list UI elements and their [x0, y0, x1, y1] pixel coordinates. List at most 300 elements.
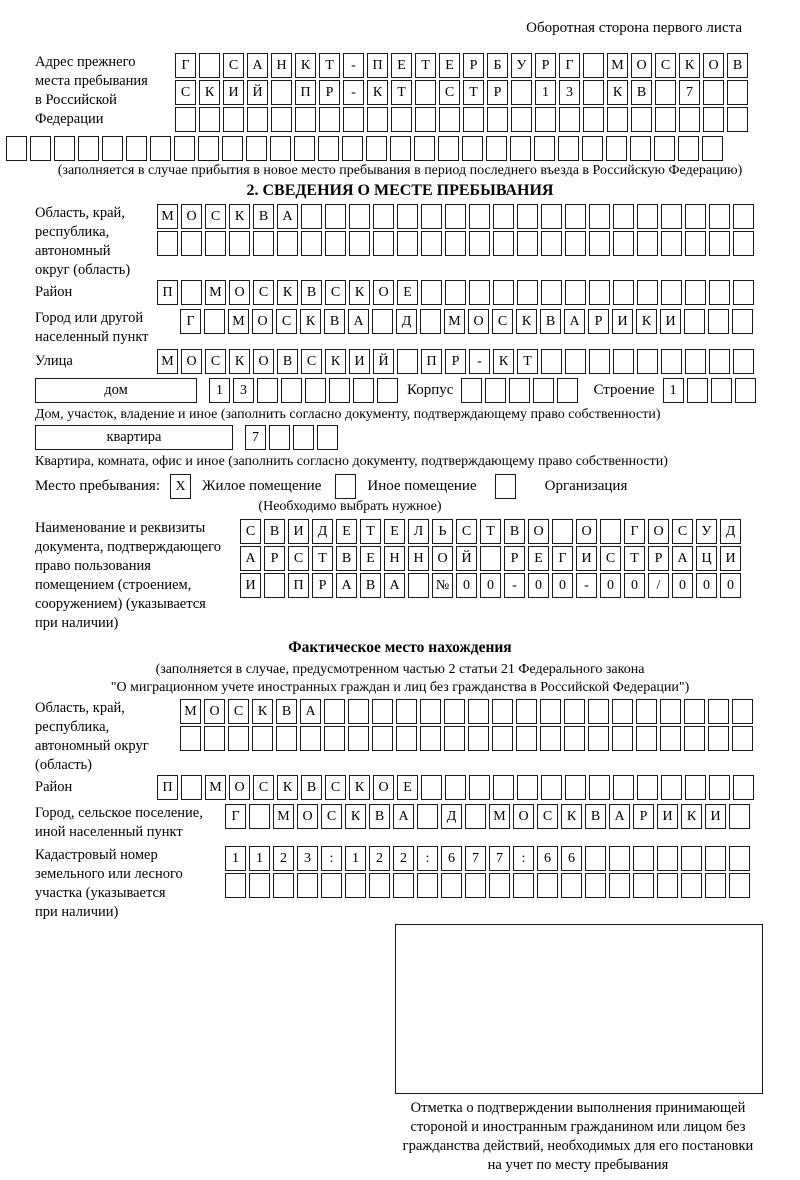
char-box: 0 — [480, 573, 501, 598]
char-box: В — [253, 204, 274, 229]
document-label — [35, 519, 240, 633]
label-line: при наличии) — [35, 615, 119, 631]
char-box — [420, 309, 441, 334]
char-box — [353, 378, 374, 403]
actual-location-note — [0, 661, 800, 697]
char-box — [246, 136, 267, 161]
char-box — [271, 107, 292, 132]
char-box — [462, 136, 483, 161]
label-line: при наличии) — [35, 904, 119, 920]
char-box — [417, 804, 438, 829]
char-box: О — [252, 309, 273, 334]
stay-type-note: (Необходимо выбрать нужное) — [258, 499, 442, 514]
prev-address-row-3 — [175, 107, 751, 132]
label-line: стороной и иностранным гражданином или лицом без — [410, 1119, 746, 1135]
char-box — [301, 231, 322, 256]
actual-region-label — [35, 699, 180, 775]
char-box: Е — [439, 53, 460, 78]
char-box — [325, 231, 346, 256]
char-box — [421, 204, 442, 229]
char-box: 2 — [369, 846, 390, 871]
char-box — [735, 378, 756, 403]
char-box — [223, 107, 244, 132]
char-box: К — [277, 280, 298, 305]
char-box — [372, 726, 393, 751]
char-box: Р — [535, 53, 556, 78]
char-box: И — [720, 546, 741, 571]
char-box: М — [157, 204, 178, 229]
char-box — [204, 309, 225, 334]
char-box: С — [325, 280, 346, 305]
char-box: П — [295, 80, 316, 105]
prev-address-overflow-row — [6, 136, 800, 161]
char-box — [396, 699, 417, 724]
char-box — [661, 349, 682, 374]
char-box — [445, 280, 466, 305]
char-box: В — [360, 573, 381, 598]
char-box — [637, 231, 658, 256]
char-box — [489, 873, 510, 898]
char-box — [732, 699, 753, 724]
char-box — [565, 775, 586, 800]
char-box: К — [277, 775, 298, 800]
char-box — [711, 378, 732, 403]
house-number-row — [209, 378, 401, 403]
stamp-note — [372, 1099, 784, 1175]
char-box: 1 — [663, 378, 684, 403]
char-box — [126, 136, 147, 161]
char-box: 0 — [624, 573, 645, 598]
street-block — [35, 349, 800, 376]
char-box — [377, 378, 398, 403]
char-box — [685, 231, 706, 256]
char-box — [534, 136, 555, 161]
char-box: 7 — [489, 846, 510, 871]
stay-type-label: Место пребывания: — [35, 478, 160, 494]
char-box — [660, 726, 681, 751]
char-box — [557, 378, 578, 403]
char-box — [685, 775, 706, 800]
char-box — [487, 107, 508, 132]
char-box: М — [607, 53, 628, 78]
char-box: В — [504, 519, 525, 544]
char-box: О — [432, 546, 453, 571]
char-box: Е — [336, 519, 357, 544]
korpus-row — [461, 378, 581, 403]
char-box — [589, 280, 610, 305]
label-line: автономный — [35, 243, 111, 259]
char-box: С — [672, 519, 693, 544]
char-box — [729, 804, 750, 829]
char-box: С — [205, 204, 226, 229]
char-box: 3 — [297, 846, 318, 871]
label-line: Наименование и реквизиты — [35, 520, 206, 536]
char-box: А — [240, 546, 261, 571]
char-box — [421, 775, 442, 800]
char-box: Т — [415, 53, 436, 78]
char-box — [297, 873, 318, 898]
cadastral-rows — [225, 846, 753, 900]
char-box: - — [469, 349, 490, 374]
char-box — [637, 204, 658, 229]
char-box: Е — [397, 775, 418, 800]
char-box: А — [277, 204, 298, 229]
char-box — [486, 136, 507, 161]
char-box — [637, 280, 658, 305]
district-label: Район — [35, 284, 73, 300]
char-box: 1 — [345, 846, 366, 871]
char-box: Г — [175, 53, 196, 78]
char-box — [369, 873, 390, 898]
char-box: М — [157, 349, 178, 374]
char-box: К — [229, 349, 250, 374]
char-box — [655, 80, 676, 105]
char-box — [540, 726, 561, 751]
char-box: Б — [487, 53, 508, 78]
char-box — [709, 775, 730, 800]
char-box — [463, 107, 484, 132]
char-box: Й — [373, 349, 394, 374]
char-box — [564, 699, 585, 724]
char-box — [276, 726, 297, 751]
char-box — [588, 726, 609, 751]
char-box — [273, 873, 294, 898]
char-box — [517, 775, 538, 800]
char-box — [348, 699, 369, 724]
stroenie-row — [663, 378, 759, 403]
char-box — [588, 699, 609, 724]
prev-address-note: (заполняется в случае прибытия в новое место пребывания в период последнего въезда в Российскую Федерацию) — [57, 163, 743, 178]
char-box: - — [343, 80, 364, 105]
char-box — [270, 136, 291, 161]
actual-region-row-1 — [180, 699, 756, 724]
street-label: Улица — [35, 353, 73, 369]
char-box: К — [349, 280, 370, 305]
char-box — [705, 873, 726, 898]
char-box — [636, 726, 657, 751]
char-box: 7 — [465, 846, 486, 871]
char-box — [727, 107, 748, 132]
char-box: С — [253, 280, 274, 305]
char-box: О — [576, 519, 597, 544]
char-box — [708, 726, 729, 751]
char-box: Г — [180, 309, 201, 334]
char-box: П — [367, 53, 388, 78]
char-box: Т — [312, 546, 333, 571]
char-box — [565, 204, 586, 229]
char-box — [709, 204, 730, 229]
checkbox-organization — [495, 474, 516, 499]
char-box: Р — [633, 804, 654, 829]
char-box: О — [229, 775, 250, 800]
char-box: П — [288, 573, 309, 598]
char-box — [305, 378, 326, 403]
char-box: С — [276, 309, 297, 334]
char-box: И — [223, 80, 244, 105]
char-box — [516, 726, 537, 751]
char-box — [684, 726, 705, 751]
char-box: Й — [247, 80, 268, 105]
char-box: М — [228, 309, 249, 334]
char-box — [205, 231, 226, 256]
district-row — [157, 280, 757, 305]
char-box — [102, 136, 123, 161]
char-box — [420, 726, 441, 751]
char-box: 0 — [528, 573, 549, 598]
char-box — [174, 136, 195, 161]
char-box — [540, 699, 561, 724]
label-line: (область) — [35, 757, 92, 773]
city-label — [35, 309, 180, 347]
label-line: на учет по месту пребывания — [487, 1157, 669, 1173]
char-box: С — [253, 775, 274, 800]
char-box — [517, 231, 538, 256]
char-box: О — [648, 519, 669, 544]
char-box — [408, 573, 429, 598]
char-box: Р — [463, 53, 484, 78]
char-box: Г — [559, 53, 580, 78]
actual-region-row-2 — [180, 726, 756, 751]
char-box — [633, 873, 654, 898]
char-box — [541, 775, 562, 800]
char-box — [613, 231, 634, 256]
house-note: Дом, участок, владение и иное (заполнить согласно документу, подтверждающему право собственности) — [35, 407, 661, 422]
prev-address-row-2 — [175, 80, 751, 105]
document-row-3 — [240, 573, 744, 598]
char-box: С — [439, 80, 460, 105]
label-line: округ (область) — [35, 262, 131, 278]
char-box — [613, 280, 634, 305]
char-box: О — [631, 53, 652, 78]
char-box — [600, 519, 621, 544]
char-box — [582, 136, 603, 161]
char-box — [681, 846, 702, 871]
char-box — [565, 231, 586, 256]
apartment-row — [245, 425, 341, 450]
label-line: иной населенный пункт — [35, 824, 183, 840]
char-box — [705, 846, 726, 871]
char-box — [685, 204, 706, 229]
char-box: Р — [445, 349, 466, 374]
char-box — [516, 699, 537, 724]
char-box — [657, 846, 678, 871]
char-box — [655, 107, 676, 132]
char-box: Т — [624, 546, 645, 571]
char-box — [257, 378, 278, 403]
char-box — [222, 136, 243, 161]
char-box — [397, 231, 418, 256]
char-box — [468, 699, 489, 724]
actual-district-label: Район — [35, 779, 73, 795]
char-box: Т — [480, 519, 501, 544]
char-box: И — [349, 349, 370, 374]
char-box — [54, 136, 75, 161]
char-box: О — [181, 204, 202, 229]
char-box — [445, 204, 466, 229]
char-box — [264, 573, 285, 598]
label-line: населенный пункт — [35, 329, 149, 345]
char-box — [612, 726, 633, 751]
char-box: В — [631, 80, 652, 105]
char-box — [732, 309, 753, 334]
char-box — [228, 726, 249, 751]
char-box — [613, 204, 634, 229]
char-box — [397, 349, 418, 374]
region-row-1 — [157, 204, 757, 229]
actual-city-label — [35, 804, 225, 842]
char-box — [679, 107, 700, 132]
char-box: О — [373, 280, 394, 305]
char-box — [537, 873, 558, 898]
char-box: А — [336, 573, 357, 598]
apartment-block — [35, 425, 800, 452]
char-box — [391, 107, 412, 132]
char-box — [469, 204, 490, 229]
char-box — [709, 231, 730, 256]
char-box — [349, 231, 370, 256]
char-box: К — [229, 204, 250, 229]
label-line: право пользования — [35, 558, 151, 574]
label-line: документа, подтверждающего — [35, 539, 221, 555]
char-box — [661, 231, 682, 256]
char-box: И — [576, 546, 597, 571]
char-box — [654, 136, 675, 161]
apartment-type-box: квартира — [35, 425, 233, 450]
region-label — [35, 204, 157, 280]
apartment-note: Квартира, комната, офис и иное (заполнить согласно документу, подтверждающему право собственности) — [35, 454, 668, 469]
char-box: М — [205, 280, 226, 305]
char-box: К — [295, 53, 316, 78]
char-box — [585, 846, 606, 871]
char-box — [493, 280, 514, 305]
char-box — [175, 107, 196, 132]
char-box — [150, 136, 171, 161]
option-residential-label: Жилое помещение — [202, 478, 322, 494]
char-box — [630, 136, 651, 161]
label-line: республика, — [35, 719, 110, 735]
char-box — [684, 699, 705, 724]
char-box — [631, 107, 652, 132]
char-box: О — [181, 349, 202, 374]
char-box: И — [612, 309, 633, 334]
label-line: Город или другой — [35, 310, 144, 326]
char-box — [281, 378, 302, 403]
char-box: А — [384, 573, 405, 598]
prev-address-label — [35, 53, 175, 129]
char-box — [583, 80, 604, 105]
char-box — [348, 726, 369, 751]
label-line: Отметка о подтверждении выполнения принимающей — [410, 1100, 746, 1116]
char-box: 7 — [679, 80, 700, 105]
char-box — [225, 873, 246, 898]
char-box: Е — [391, 53, 412, 78]
char-box — [445, 775, 466, 800]
char-box: П — [157, 280, 178, 305]
char-box: К — [493, 349, 514, 374]
corner-note: Оборотная сторона первого листа — [526, 20, 742, 36]
char-box — [181, 280, 202, 305]
char-box — [317, 425, 338, 450]
char-box: Д — [441, 804, 462, 829]
char-box: 3 — [559, 80, 580, 105]
char-box — [180, 726, 201, 751]
char-box: К — [561, 804, 582, 829]
char-box: В — [727, 53, 748, 78]
label-line: республика, — [35, 224, 110, 240]
char-box: И — [705, 804, 726, 829]
char-box — [253, 231, 274, 256]
char-box — [541, 204, 562, 229]
char-box — [613, 349, 634, 374]
char-box — [485, 378, 506, 403]
label-line: участка (указывается — [35, 885, 166, 901]
char-box: Е — [528, 546, 549, 571]
char-box — [517, 280, 538, 305]
char-box: Д — [720, 519, 741, 544]
char-box: У — [696, 519, 717, 544]
char-box: П — [157, 775, 178, 800]
char-box: Н — [408, 546, 429, 571]
char-box — [420, 699, 441, 724]
street-row — [157, 349, 757, 374]
char-box — [583, 107, 604, 132]
char-box: 0 — [600, 573, 621, 598]
char-box — [30, 136, 51, 161]
char-box: С — [600, 546, 621, 571]
char-box: К — [679, 53, 700, 78]
char-box: Д — [396, 309, 417, 334]
label-line: "О миграционном учете иностранных граждан и лиц без гражданства в Российской Федерации") — [110, 680, 690, 695]
char-box — [372, 309, 393, 334]
char-box — [559, 107, 580, 132]
char-box: Й — [456, 546, 477, 571]
char-box — [461, 378, 482, 403]
label-line: Федерации — [35, 111, 104, 127]
char-box: 6 — [537, 846, 558, 871]
actual-city-block — [35, 804, 800, 842]
char-box: А — [247, 53, 268, 78]
char-box — [249, 873, 270, 898]
char-box — [415, 107, 436, 132]
char-box: Е — [384, 519, 405, 544]
char-box: У — [511, 53, 532, 78]
char-box: Р — [312, 573, 333, 598]
char-box: С — [223, 53, 244, 78]
char-box — [465, 804, 486, 829]
char-box: С — [321, 804, 342, 829]
char-box — [661, 204, 682, 229]
region-block — [35, 204, 800, 280]
char-box — [343, 107, 364, 132]
char-box — [373, 204, 394, 229]
char-box — [685, 280, 706, 305]
char-box — [465, 873, 486, 898]
char-box: Р — [588, 309, 609, 334]
char-box: 1 — [249, 846, 270, 871]
actual-district-block — [35, 775, 800, 802]
char-box: Т — [517, 349, 538, 374]
char-box — [727, 80, 748, 105]
char-box: К — [325, 349, 346, 374]
cadastral-block — [35, 846, 800, 922]
char-box — [438, 136, 459, 161]
char-box — [685, 349, 706, 374]
char-box — [421, 280, 442, 305]
checkbox-residential: X — [170, 474, 191, 499]
char-box: В — [324, 309, 345, 334]
char-box: Р — [264, 546, 285, 571]
option-other-premises-label: Иное помещение — [367, 478, 477, 494]
